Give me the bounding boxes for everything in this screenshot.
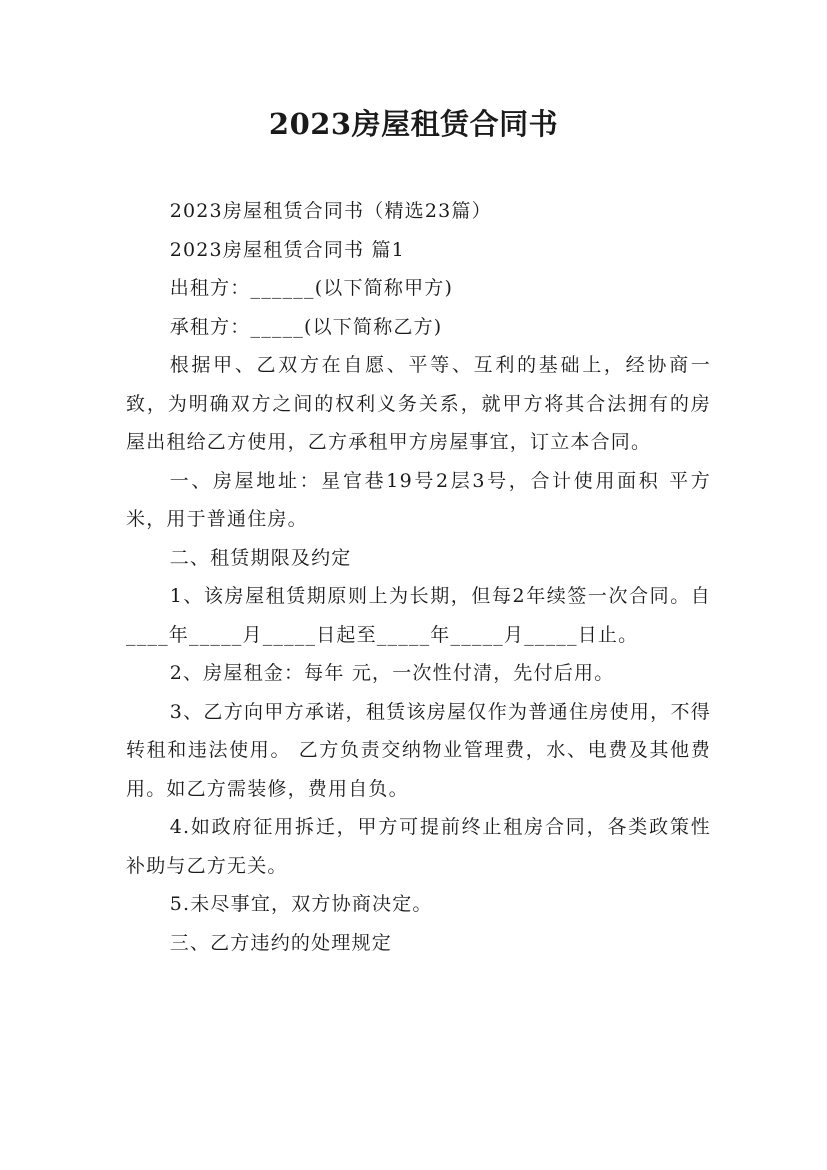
paragraph-clause-3-heading: 三、乙方违约的处理规定 [169,931,392,954]
paragraph-section-heading: 2023房屋租赁合同书 篇1 [169,238,405,261]
paragraph-other-matters: 5.未尽事宜，双方协商决定。 [169,893,433,915]
paragraph-usage-promise: 3、乙方向甲方承诺，租赁该房屋仅作为普通住房使用，不得转租和违法使用。 乙方负责交纳物业管理费，水、电费及其他费用。如乙方需装修，费用自负。 [126,700,711,800]
paragraph-lessor: 出租方：______(以下简称甲方) [169,277,454,299]
paragraph-clause-1-address: 一、房屋地址：星官巷19号2层3号，合计使用面积 平方米，用于普通住房。 [126,469,711,530]
paragraph-subtitle: 2023房屋租赁合同书（精选23篇） [169,200,492,222]
paragraph-rent: 2、房屋租金：每年 元，一次性付清，先付后用。 [169,662,615,684]
paragraph-preamble: 根据甲、乙双方在自愿、平等、互利的基础上，经协商一致，为明确双方之间的权利义务关系，就甲方将其合法拥有的房屋出租给乙方使用，乙方承租甲方房屋事宜，订立本合同。 [126,354,711,453]
document-body [126,192,711,962]
paragraph-clause-2-heading: 二、租赁期限及约定 [169,546,352,569]
document-title: 2023房屋租赁合同书 [268,107,559,141]
paragraph-demolition: 4.如政府征用拆迁，甲方可提前终止租房合同，各类政策性补助与乙方无关。 [126,816,711,877]
paragraph-term: 1、该房屋租赁期原则上为长期，但每2年续签一次合同。自____年_____月_____日起至_____年_____月_____日止。 [126,585,711,646]
paragraph-lessee: 承租方：_____(以下简称乙方) [169,315,443,338]
